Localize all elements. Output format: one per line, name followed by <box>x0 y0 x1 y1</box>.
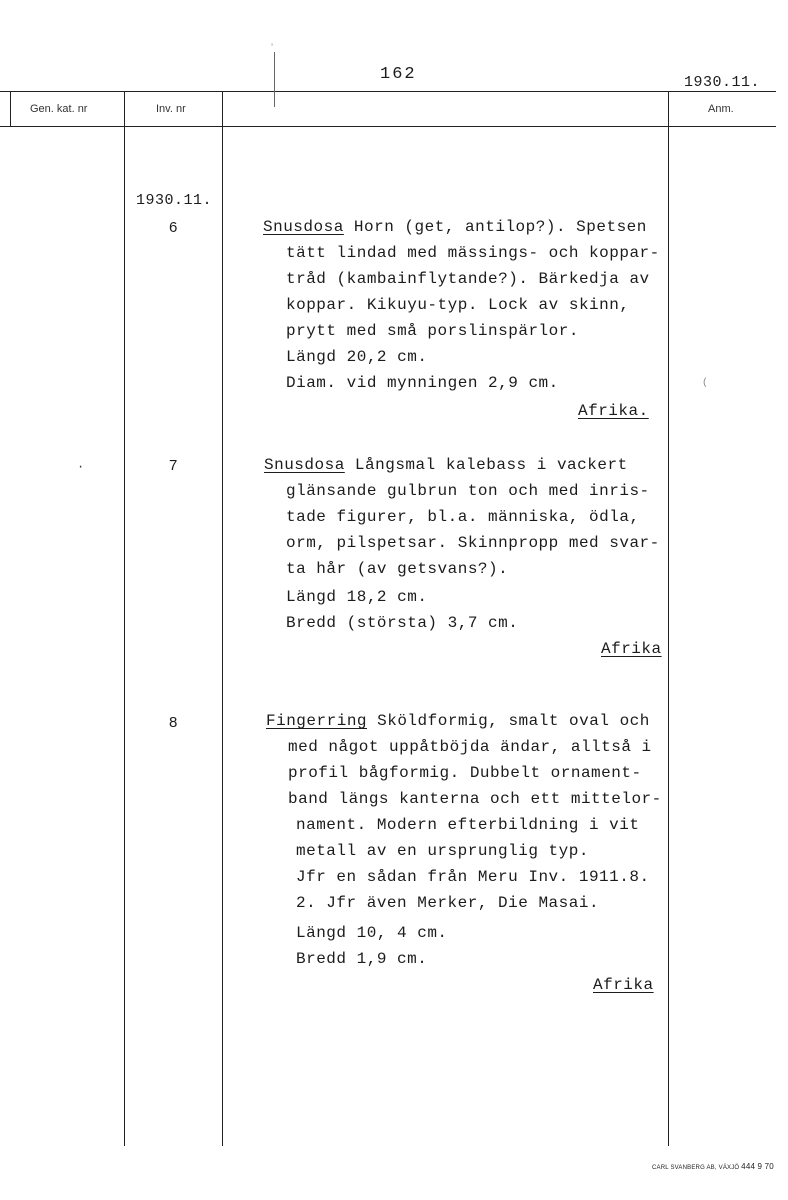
object-name: Fingerring <box>266 712 368 730</box>
description-line: nament. Modern efterbildning i vit <box>296 816 640 834</box>
inventory-number: 6 <box>169 219 178 236</box>
column-divider-5 <box>274 52 275 107</box>
ink-speck: ʼ <box>269 44 276 55</box>
description-line: Jfr en sådan från Meru Inv. 1911.8. <box>296 868 650 886</box>
description-line: ta hår (av getsvans?). <box>286 560 509 578</box>
entry-title <box>264 452 628 478</box>
description-line: glänsande gulbrun ton och med inris- <box>286 482 650 500</box>
region-label: Afrika <box>593 976 654 994</box>
measurement-line: Diam. vid mynningen 2,9 cm. <box>286 374 559 392</box>
description-line: band längs kanterna och ett mittelor- <box>288 790 662 808</box>
object-name: Snusdosa <box>263 218 344 236</box>
column-header-anm: Anm. <box>708 103 734 115</box>
ink-speck: ( <box>702 378 709 389</box>
column-header-inv: Inv. nr <box>156 103 186 115</box>
description-line: Långsmal kalebass i vackert <box>354 456 628 474</box>
description-line: Sköldformig, smalt oval och <box>377 712 650 730</box>
column-header-gen-kat: Gen. kat. nr <box>30 103 88 115</box>
measurement-line: Längd 18,2 cm. <box>286 588 428 606</box>
description-line: tade figurer, bl.a. människa, ödla, <box>286 508 640 526</box>
description-line: tätt lindad med mässings- och koppar- <box>286 244 660 262</box>
description-line: tråd (kambainflytande?). Bärkedja av <box>286 270 650 288</box>
column-divider-1 <box>10 91 11 127</box>
description-line: med något uppåtböjda ändar, alltså i <box>288 738 652 756</box>
inventory-number: 7 <box>169 457 178 474</box>
description-line: metall av en ursprunglig typ. <box>296 842 589 860</box>
header-bottom-rule <box>0 126 776 127</box>
section-date: 1930.11. <box>136 192 213 209</box>
page-number: 162 <box>380 65 417 84</box>
ink-speck: · <box>77 460 85 474</box>
header-top-rule <box>0 91 776 92</box>
description-line: 2. Jfr även Merker, Die Masai. <box>296 894 600 912</box>
column-divider-4 <box>668 91 669 1146</box>
measurement-line: Längd 10, 4 cm. <box>296 924 448 942</box>
entry-title <box>263 214 647 240</box>
printer-imprint <box>652 1162 774 1171</box>
description-line: Horn (get, antilop?). Spetsen <box>353 218 647 236</box>
inventory-number: 8 <box>169 714 178 731</box>
header-date: 1930.11. <box>684 74 761 91</box>
column-divider-2 <box>124 91 125 1146</box>
object-name: Snusdosa <box>264 456 345 474</box>
region-label: Afrika. <box>578 402 649 420</box>
measurement-line: Bredd (största) 3,7 cm. <box>286 614 519 632</box>
description-line: koppar. Kikuyu-typ. Lock av skinn, <box>286 296 630 314</box>
region-label: Afrika <box>601 640 662 658</box>
printer-name: CARL SVANBERG AB, VÄXJÖ <box>652 1165 740 1171</box>
description-line: profil bågformig. Dubbelt ornament- <box>288 764 642 782</box>
measurement-line: Längd 20,2 cm. <box>286 348 428 366</box>
measurement-line: Bredd 1,9 cm. <box>296 950 428 968</box>
entry-title <box>266 708 650 734</box>
description-line: prytt med små porslinspärlor. <box>286 322 579 340</box>
column-divider-3 <box>222 91 223 1146</box>
form-code: 444 9 70 <box>741 1162 774 1171</box>
description-line: orm, pilspetsar. Skinnpropp med svar- <box>286 534 660 552</box>
